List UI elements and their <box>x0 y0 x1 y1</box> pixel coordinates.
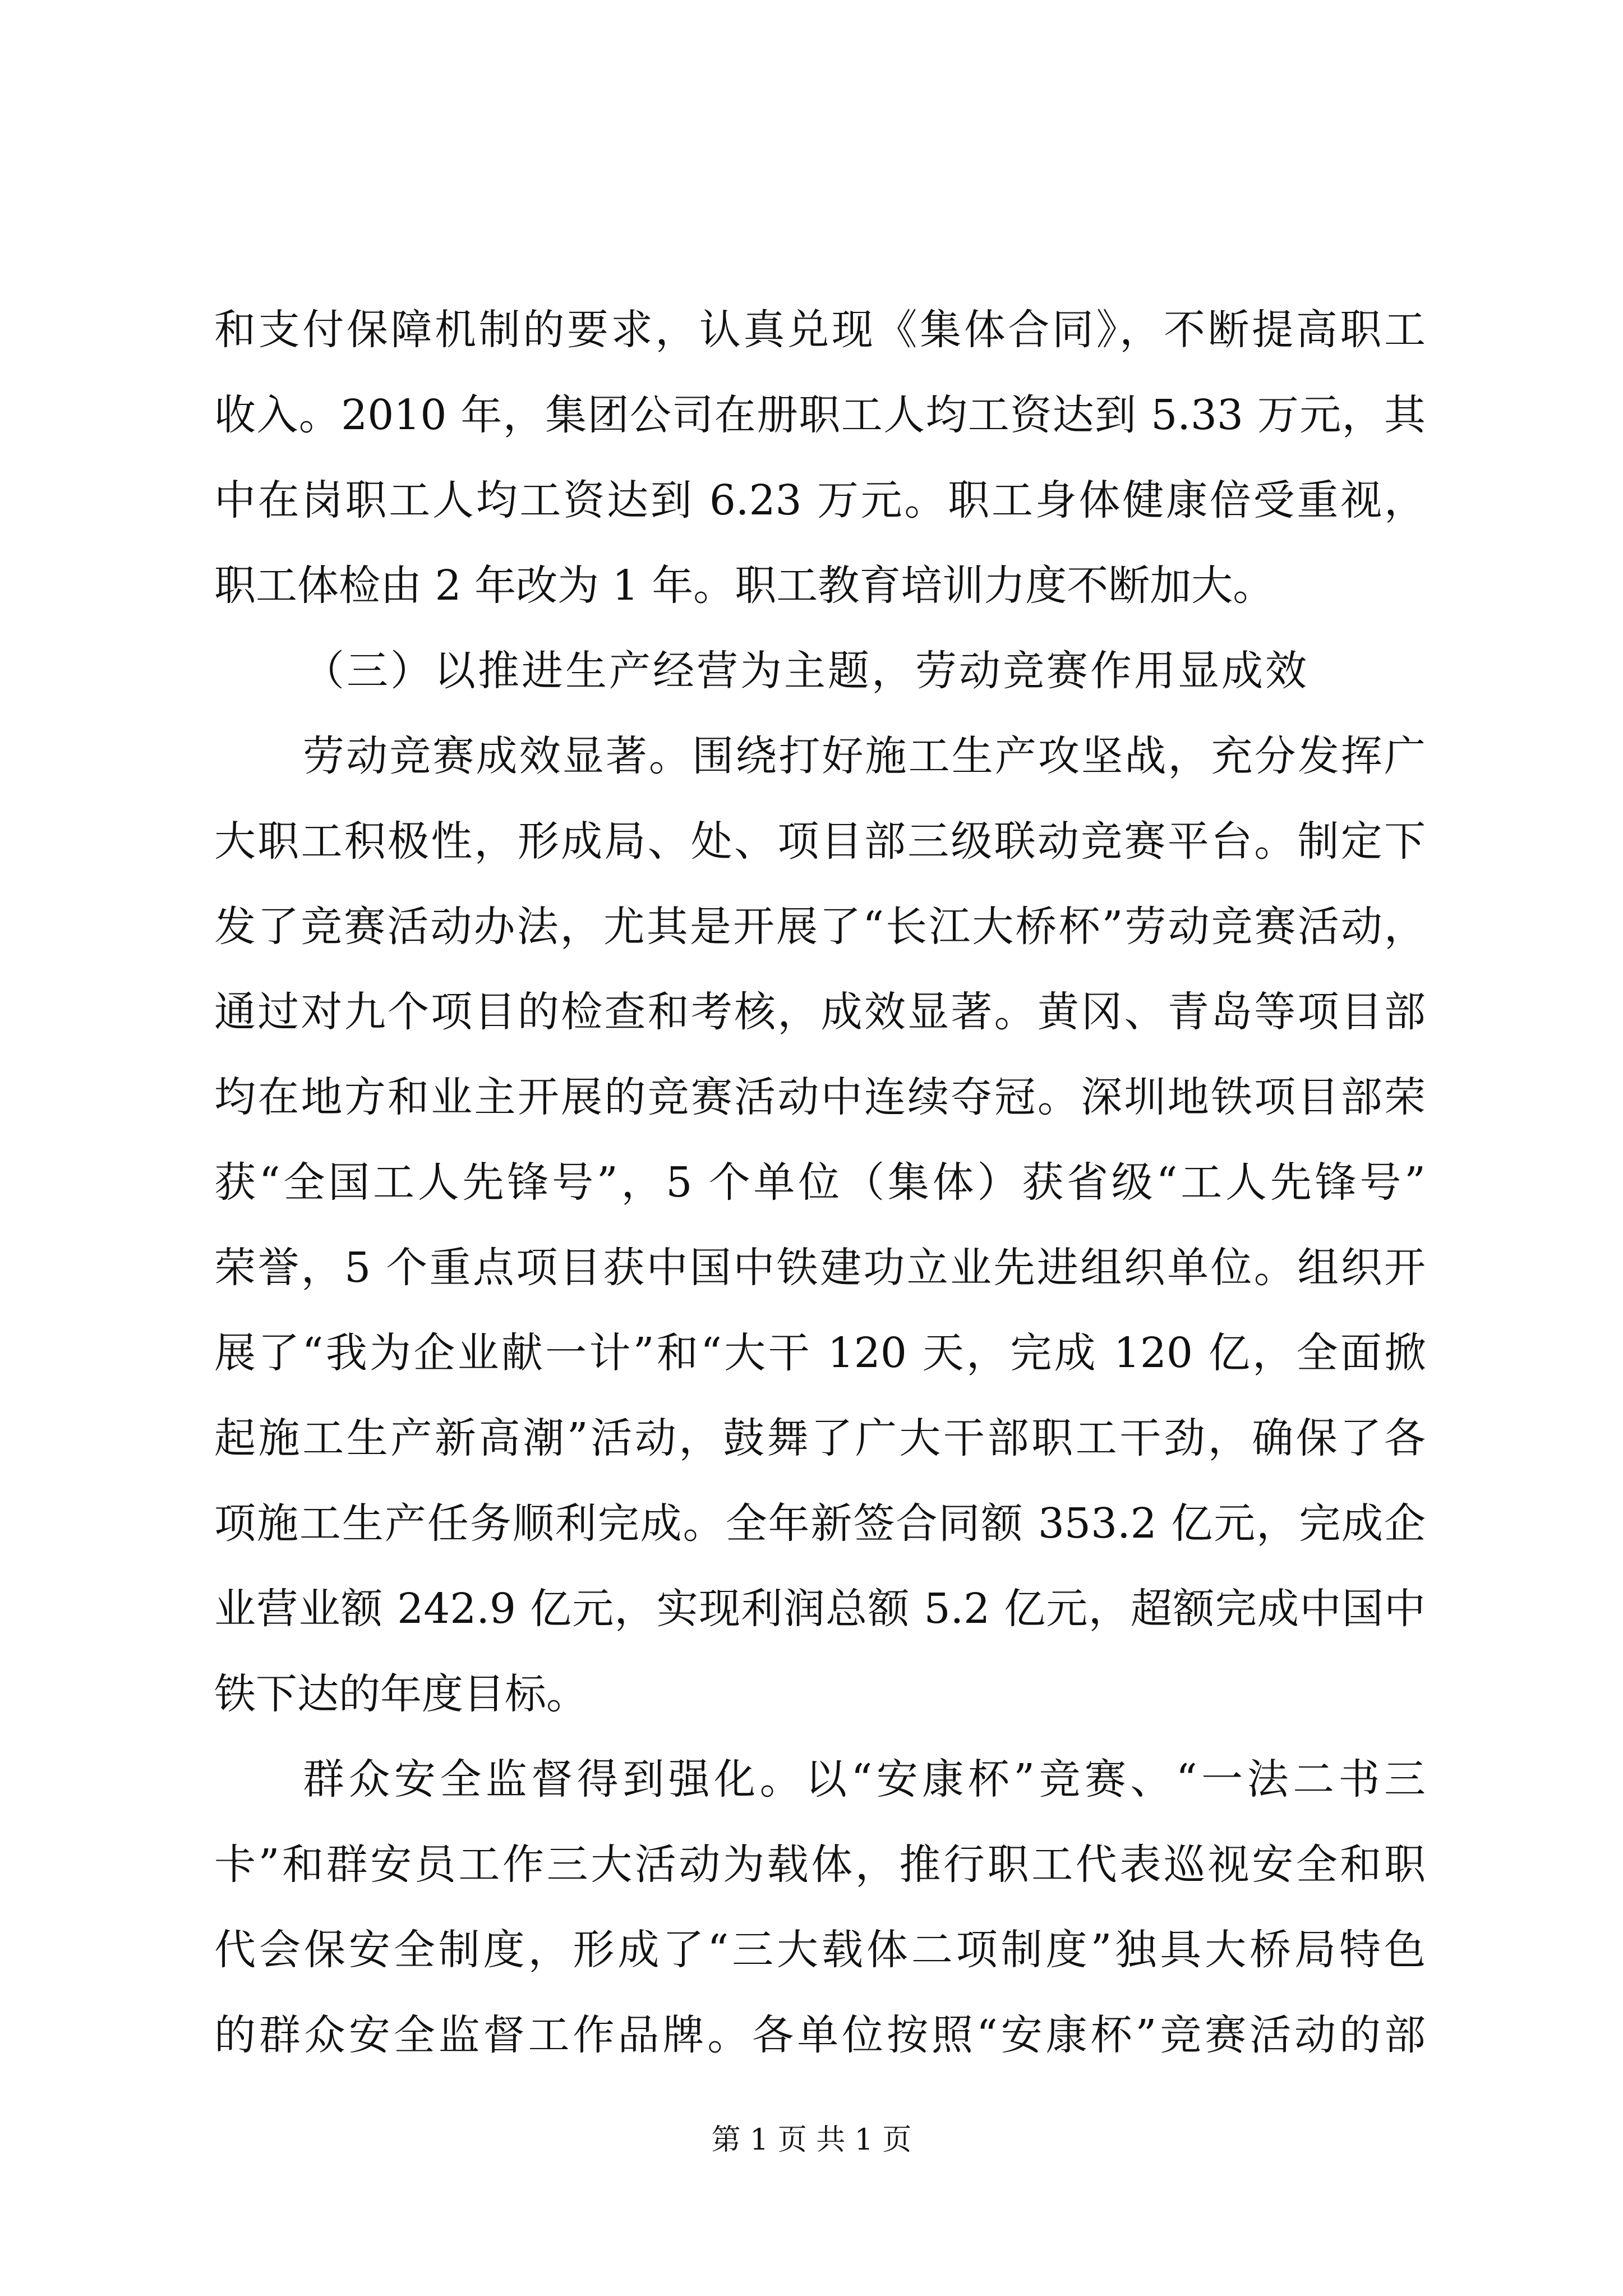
body-line-17: 铁下达的年度目标。 <box>214 1670 588 1718</box>
body-line-1: 和支付保障机制的要求，认真兑现《集体合同》，不断提高职工 <box>214 306 1426 354</box>
body-line-13: 展了“我为企业献一计”和“大干 120 天，完成 120 亿，全面掀 <box>214 1329 1426 1377</box>
body-line-11: 获“全国工人先锋号”，5 个单位（集体）获省级“工人先锋号” <box>214 1158 1426 1207</box>
body-line-16: 业营业额 242.9 亿元，实现利润总额 5.2 亿元，超额完成中国中 <box>214 1585 1426 1633</box>
body-line-20: 代会保安全制度，形成了“三大载体二项制度”独具大桥局特色 <box>214 1926 1426 1974</box>
body-line-9: 通过对九个项目的检查和考核，成效显著。黄冈、青岛等项目部 <box>214 988 1426 1036</box>
body-line-21: 的群众安全监督工作品牌。各单位按照“安康杯”竞赛活动的部 <box>214 2011 1426 2059</box>
paragraph-start-line: 劳动竞赛成效显著。围绕打好施工生产攻坚战，充分发挥广 <box>303 732 1426 780</box>
section-heading: （三）以推进生产经营为主题，劳动竞赛作用显成效 <box>303 647 1309 695</box>
body-line-7: 大职工积极性，形成局、处、项目部三级联动竞赛平台。制定下 <box>214 817 1426 866</box>
body-line-14: 起施工生产新高潮”活动，鼓舞了广大干部职工干劲，确保了各 <box>214 1414 1426 1462</box>
page-footer: 第 1 页 共 1 页 <box>711 2123 912 2157</box>
body-line-10: 均在地方和业主开展的竞赛活动中连续夺冠。深圳地铁项目部荣 <box>214 1073 1426 1121</box>
body-line-15: 项施工生产任务顺利完成。全年新签合同额 353.2 亿元，完成企 <box>214 1499 1426 1548</box>
body-line-4: 职工体检由 2 年改为 1 年。职工教育培训力度不断加大。 <box>214 562 1275 610</box>
body-line-8: 发了竞赛活动办法，尤其是开展了“长江大桥杯”劳动竞赛活动， <box>214 903 1426 951</box>
paragraph-start-line: 群众安全监督得到强化。以“安康杯”竞赛、“一法二书三 <box>303 1755 1426 1803</box>
body-line-3: 中在岗职工人均工资达到 6.23 万元。职工身体健康倍受重视， <box>214 476 1426 524</box>
body-line-12: 荣誉，5 个重点项目获中国中铁建功立业先进组织单位。组织开 <box>214 1244 1426 1292</box>
body-line-19: 卡”和群安员工作三大活动为载体，推行职工代表巡视安全和职 <box>214 1841 1426 1889</box>
body-line-2: 收入。2010 年，集团公司在册职工人均工资达到 5.33 万元，其 <box>214 391 1426 439</box>
